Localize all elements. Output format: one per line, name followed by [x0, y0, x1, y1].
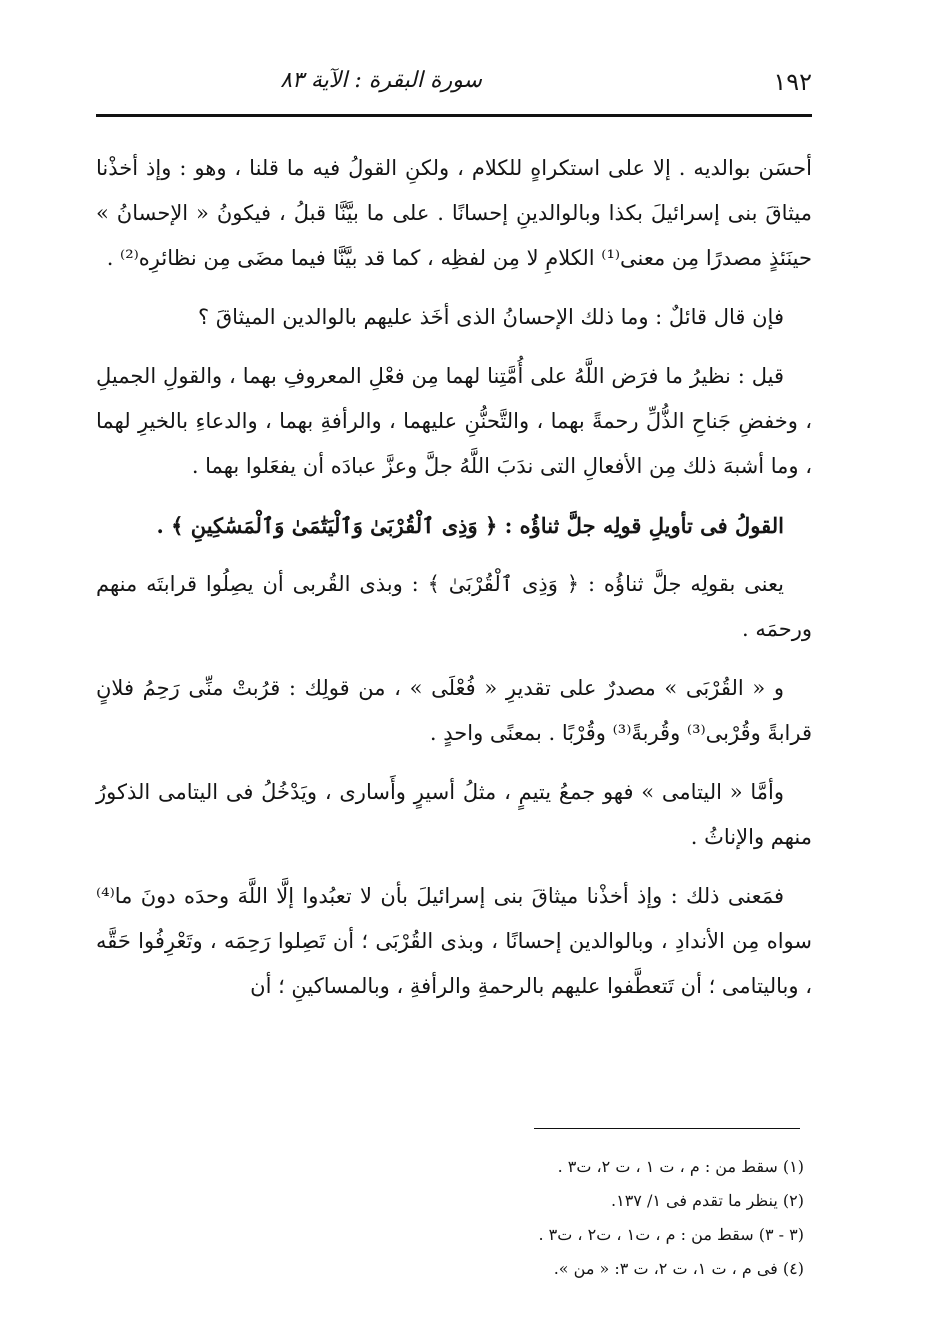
footnote-4: (٤) فى م ، ت ١، ت ٢، ت ٣: « من ».	[553, 1259, 804, 1278]
section-heading: القولُ فى تأويلِ قولِه جلَّ ثناؤُه : ﴿ وَذِى ٱلْقُرْبَىٰ وَٱلْيَتَٰمَىٰ وَٱلْمَسَٰكِينِ ﴾ .	[156, 513, 784, 538]
footnotes	[96, 1150, 812, 1286]
paragraph-7: فمَعنى ذلك : وإذ أخذْنا ميثاقَ بنى إسرائيلَ بأن لا تعبُدوا إلَّا اللَّهَ وحدَه دونَ ما⁽⁴⁾ سواه مِن الأندادِ ، وبالوالدين إحسانًا ، وبذى القُرْبَى ؛ أن تَصِلوا رَحِمَه ، وتَعْرِفُوا حَقَّه ، وباليتامى ؛ أن تَتعطَّفوا عليهم بالرحمةِ والرأفةِ ، وبالمساكينِ ؛ أن	[96, 884, 812, 998]
header-rule	[96, 114, 812, 117]
paragraph-6: وأمَّا « اليتامى » فهو جمعُ يتيمٍ ، مثلُ أسيرٍ وأَسارى ، ويَدْخُلُ فى اليتامى الذكورُ منهم والإناثُ .	[96, 780, 812, 849]
running-title: سورة البقرة : الآية ٨٣	[280, 68, 482, 93]
footnote-2: (٢) ينظر ما تقدم فى ١/ ١٣٧.	[611, 1191, 804, 1210]
page-number: ١٩٢	[773, 68, 812, 96]
paragraph-1: أحسَن بوالديه . إلا على استكراهٍ للكلام ، ولكنِ القولُ فيه ما قلنا ، وهو : وإذ أخذْنا ميثاقَ بنى إسرائيلَ بكذا وبالوالدينِ إحسانًا . على ما بيَّنَّا قبلُ ، فيكونُ « الإحسانُ » حينَئذٍ مصدرًا مِن معنى⁽¹⁾ الكلامِ لا مِن لفظِه ، كما قد بيَّنَّا فيما مضَى مِن نظائرِه⁽²⁾ .	[96, 156, 812, 270]
page-header	[96, 62, 812, 108]
footnote-rule	[534, 1128, 800, 1129]
paragraph-4: يعنى بقولِه جلَّ ثناؤُه : ﴿ وَذِى ٱلْقُرْبَىٰ ﴾ : وبذى القُربى أن يصِلُوا قرابتَه منهم ورحمَه .	[96, 572, 812, 641]
paragraph-5: و « القُرْبَى » مصدرٌ على تقديرِ « فُعْلَى » ، من قولِك : قرُبتْ منِّى رَحِمُ فلانٍ قرابةً وقُرْبى⁽³⁾ وقُربةً⁽³⁾ وقُرْبًا . بمعنًى واحدٍ .	[96, 676, 812, 745]
paragraph-2: فإن قال قائلٌ : وما ذلك الإحسانُ الذى أخَذ عليهم بالوالدين الميثاقَ ؟	[198, 305, 784, 329]
paragraph-3: قيل : نظيرُ ما فرَض اللَّهُ على أُمَّتِنا لهما مِن فعْلِ المعروفِ بهما ، والقولِ الجميلِ ، وخفضِ جَناحِ الذُّلِّ رحمةً بهما ، والتَّحنُّنِ عليهما ، والرأفةِ بهما ، والدعاءِ بالخيرِ لهما ، وما أشبهَ ذلك مِن الأفعالِ التى ندَبَ اللَّهُ جلَّ وعزَّ عبادَه أن يفعَلوا بهما .	[96, 364, 812, 478]
footnote-1: (١) سقط من : م ، ت ١ ، ت ٢، ت٣ .	[557, 1157, 804, 1176]
footnote-3: (٣ - ٣) سقط من : م ، ت١ ، ت٢ ، ت٣ .	[538, 1225, 804, 1244]
main-text	[96, 146, 812, 1023]
